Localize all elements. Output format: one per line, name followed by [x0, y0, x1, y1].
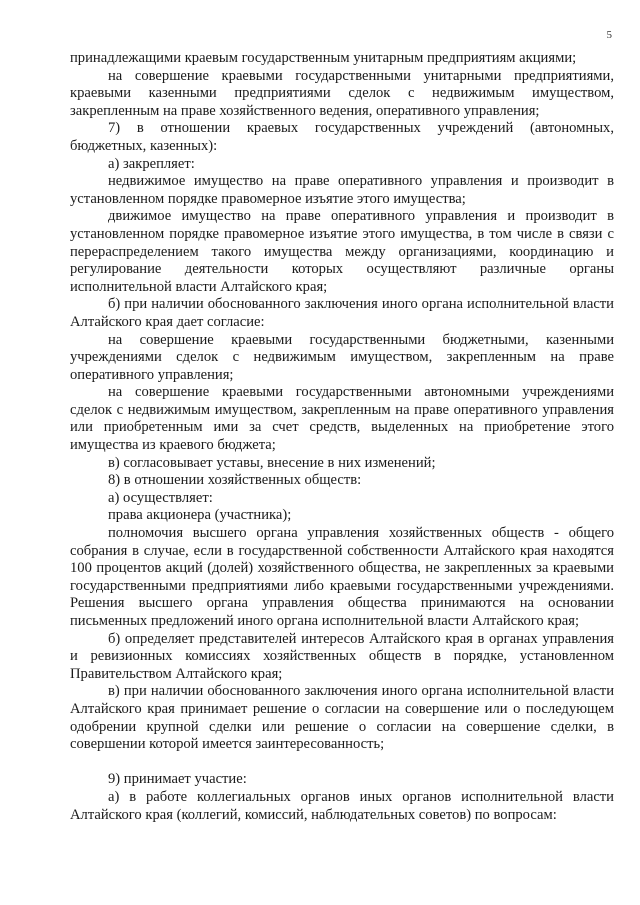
- paragraph: 9) принимает участие:: [108, 771, 247, 788]
- paragraph: а) осуществляет:: [108, 489, 213, 506]
- paragraph: в) согласовывает уставы, внесение в них изменений;: [108, 454, 436, 471]
- paragraph: права акционера (участника);: [108, 507, 292, 524]
- document-body: [70, 50, 614, 824]
- paragraph: принадлежащими краевым государственным унитарным предприятиям акциями;: [70, 50, 577, 66]
- paragraph: а) закрепляет:: [108, 155, 195, 172]
- paragraph: на совершение краевыми государственными автономными учреждениями сделок с недвижимым имуществом, закрепленным на праве оперативного управления или приобретенным ими за счет средств, выделенных на приобретение этого имущества из краевого бюджета;: [70, 384, 614, 454]
- paragraph: б) при наличии обоснованного заключения иного органа исполнительной власти Алтайского края дает согласие:: [70, 296, 614, 330]
- page-number: 5: [606, 29, 612, 41]
- paragraph: движимое имущество на праве оперативного управления и производит в установленном порядке правомерное изъятие этого имущества, в том числе в связи с перераспределением такого имущества между организациями, координацию и регулирование деятельности которых осуществляют различные органы исполнительной власти Алтайского края;: [70, 208, 614, 295]
- paragraph: на совершение краевыми государственными бюджетными, казенными учреждениями сделок с недвижимым имуществом, закрепленным на праве оперативного управления;: [70, 331, 614, 383]
- paragraph: б) определяет представителей интересов Алтайского края в органах управления и ревизионных комиссиях хозяйственных обществ в порядке, установленном Правительством Алтайского края;: [70, 630, 614, 682]
- paragraph: 7) в отношении краевых государственных учреждений (автономных, бюджетных, казенных):: [70, 120, 614, 154]
- paragraph: на совершение краевыми государственными унитарными предприятиями, краевыми казенными предприятиями сделок с недвижимым имуществом, закрепленным на праве хозяйственного ведения, оперативного управления;: [70, 67, 614, 119]
- paragraph: недвижимое имущество на праве оперативного управления и производит в установленном порядке правомерное изъятие этого имущества;: [70, 173, 614, 207]
- paragraph: в) при наличии обоснованного заключения иного органа исполнительной власти Алтайского края принимает решение о согласии на совершение или о последующем одобрении крупной сделки или решение о согласии на совершение сделки, в совершении которой имеется заинтересованность;: [70, 683, 614, 753]
- paragraph: а) в работе коллегиальных органов иных органов исполнительной власти Алтайского края (коллегий, комиссий, наблюдательных советов) по вопросам:: [70, 788, 614, 823]
- paragraph: полномочия высшего органа управления хозяйственных обществ - общего собрания в случае, если в государственной собственности Алтайского края находятся 100 процентов акций (долей) хозяйственного общества, не закрепленных за краевыми государственными предприятиями либо краевыми государственными учреждениями. Решения высшего органа управления общества принимаются на основании письменных предложений иного органа исполнительной власти Алтайского края;: [70, 525, 614, 629]
- paragraph: 8) в отношении хозяйственных обществ:: [108, 472, 362, 489]
